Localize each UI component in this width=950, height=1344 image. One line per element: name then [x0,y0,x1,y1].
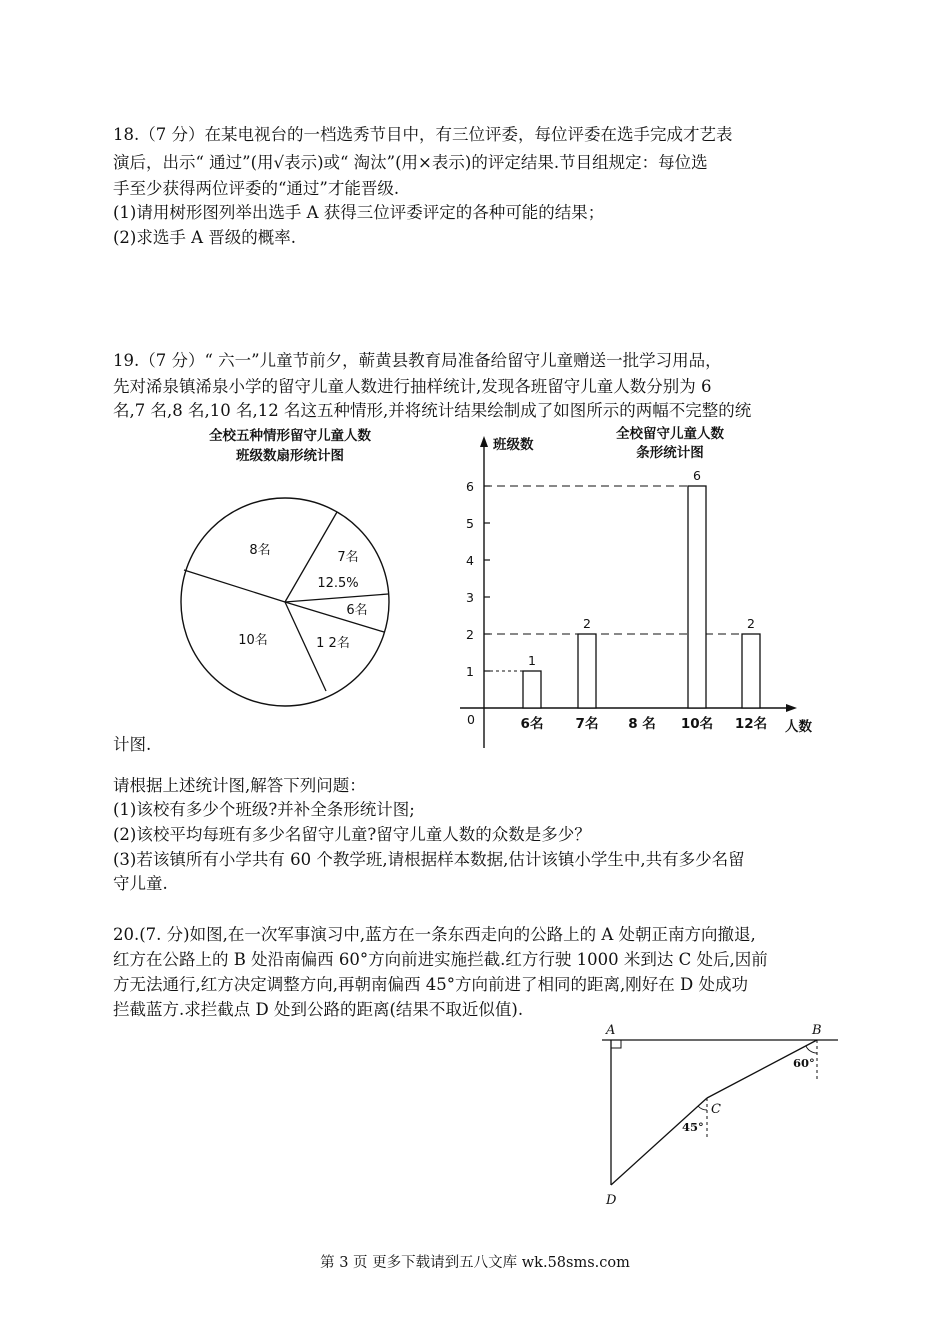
q20-line-4: 拦截蓝方.求拦截点 D 处到公路的距离(结果不取近似值). [113,1000,524,1019]
bar-chart [460,425,813,748]
bar-title-line-2: 条形统计图 [636,445,704,461]
x-category-label-1: 7名 [575,716,599,732]
q19-question-3-cont: 守儿童. [113,874,168,893]
q20-line-1: 20.(7. 分)如图,在一次军事演习中,蓝方在一条东西走向的公路上的 A 处朝正南方向撤退, [113,925,756,944]
y-tick-label-2: 2 [466,627,474,642]
q19-after-chart: 计图. [113,735,152,754]
point-a-label: A [606,1023,616,1038]
angle-arc-b [806,1046,817,1053]
angle-arc-c [698,1106,707,1110]
q19-line-3: 名,7 名,8 名,10 名,12 名这五种情形,并将统计结果绘制成了如图所示的两幅不完整的统 [113,401,752,420]
bar-x-axis-arrow [786,704,797,712]
bar-value-label-4: 2 [747,616,755,631]
y-tick-label-5: 5 [466,516,474,531]
bar-y-axis-label: 班级数 [493,437,534,453]
pie-slice-label-7: 7名 [337,550,359,565]
q19-question-3: (3)若该镇所有小学共有 60 个教学班,请根据样本数据,估计该镇小学生中,共有多少名留 [113,850,745,869]
pie-title-line-1: 全校五种情形留守儿童人数 [209,428,371,444]
q19-question-1: (1)该校有多少个班级?并补全条形统计图; [113,800,415,819]
pie-slice-label-8: 8名 [249,543,271,558]
y-tick-label-6: 6 [466,479,474,494]
angle-b-label: 60° [793,1056,815,1070]
pie-chart [181,427,389,706]
angle-c-label: 45° [682,1120,704,1134]
q20-line-3: 方无法通行,红方决定调整方向,再朝南偏西 45°方向前进了相同的距离,刚好在 D 处成功 [113,975,748,994]
geometry-figure [602,1023,838,1208]
bar-y-axis-arrow [480,436,488,447]
x-category-label-2: 8 名 [628,716,656,732]
pie-slice-percent-7: 12.5% [317,576,359,591]
y-tick-label-4: 4 [466,553,474,568]
pie-title-line-2: 班级数扇形统计图 [236,448,344,464]
q19-question-intro: 请根据上述统计图,解答下列问题： [113,776,366,795]
x-category-label-0: 6名 [520,716,544,732]
x-category-label-4: 12名 [734,716,768,732]
point-c-label: C [711,1102,721,1117]
page-footer: 第 3 页 更多下载请到五八文库 wk.58sms.com [320,1255,630,1271]
segment-cd [611,1098,707,1185]
bar-value-label-3: 6 [693,468,701,483]
q18-line-2: 演后，出示“ 通过”(用√表示)或“ 淘汰”(用×表示)的评定结果.节目组规定：每位选 [113,153,708,172]
q20-line-2: 红方在公路上的 B 处沿南偏西 60°方向前进实施拦截.红方行驶 1000 米到达 C 处后,因前 [113,950,768,969]
x-category-label-3: 10名 [680,716,714,732]
bar-value-label-0: 1 [528,653,536,668]
bar-1 [578,634,596,708]
bar-0 [523,671,541,708]
pie-divider-6-12 [285,602,384,632]
bar-marks [466,468,767,732]
q19-line-1: 19.（7 分）“ 六一”儿童节前夕，蕲黄县教育局准备给留守儿童赠送一批学习用品， [113,351,722,370]
y-tick-label-1: 1 [466,664,474,679]
q18-line-1: 18.（7 分）在某电视台的一档选秀节目中，有三位评委，每位评委在选手完成才艺表 [113,125,733,144]
bar-x-axis-label: 人数 [785,719,812,735]
pie-divider-10-8 [184,570,285,602]
right-angle-mark-a [611,1040,621,1048]
pie-slice-label-12: 1 2名 [316,636,350,651]
q18-line-3: 手至少获得两位评委的“通过”才能晋级. [113,179,400,198]
q19-line-2: 先对浠泉镇浠泉小学的留守儿童人数进行抽样统计,发现各班留守儿童人数分别为 6 [113,377,712,396]
pie-slice-label-6: 6名 [346,603,368,618]
q18-line-5: (2)求选手 A 晋级的概率. [113,228,297,247]
bar-title-line-1: 全校留守儿童人数 [616,426,724,442]
pie-slice-label-10: 10名 [238,633,268,648]
q18-line-4: (1)请用树形图列举出选手 A 获得三位评委评定的各种可能的结果； [113,203,605,222]
q19-question-2: (2)该校平均每班有多少名留守儿童?留守儿童人数的众数是多少？ [113,825,591,844]
bar-origin-label: 0 [467,712,475,727]
point-b-label: B [812,1023,822,1038]
pie-divider-7-6 [285,594,388,602]
bar-4 [742,634,760,708]
y-tick-label-3: 3 [466,590,474,605]
point-d-label: D [606,1193,617,1208]
bar-3 [688,486,706,708]
bar-value-label-1: 2 [583,616,591,631]
